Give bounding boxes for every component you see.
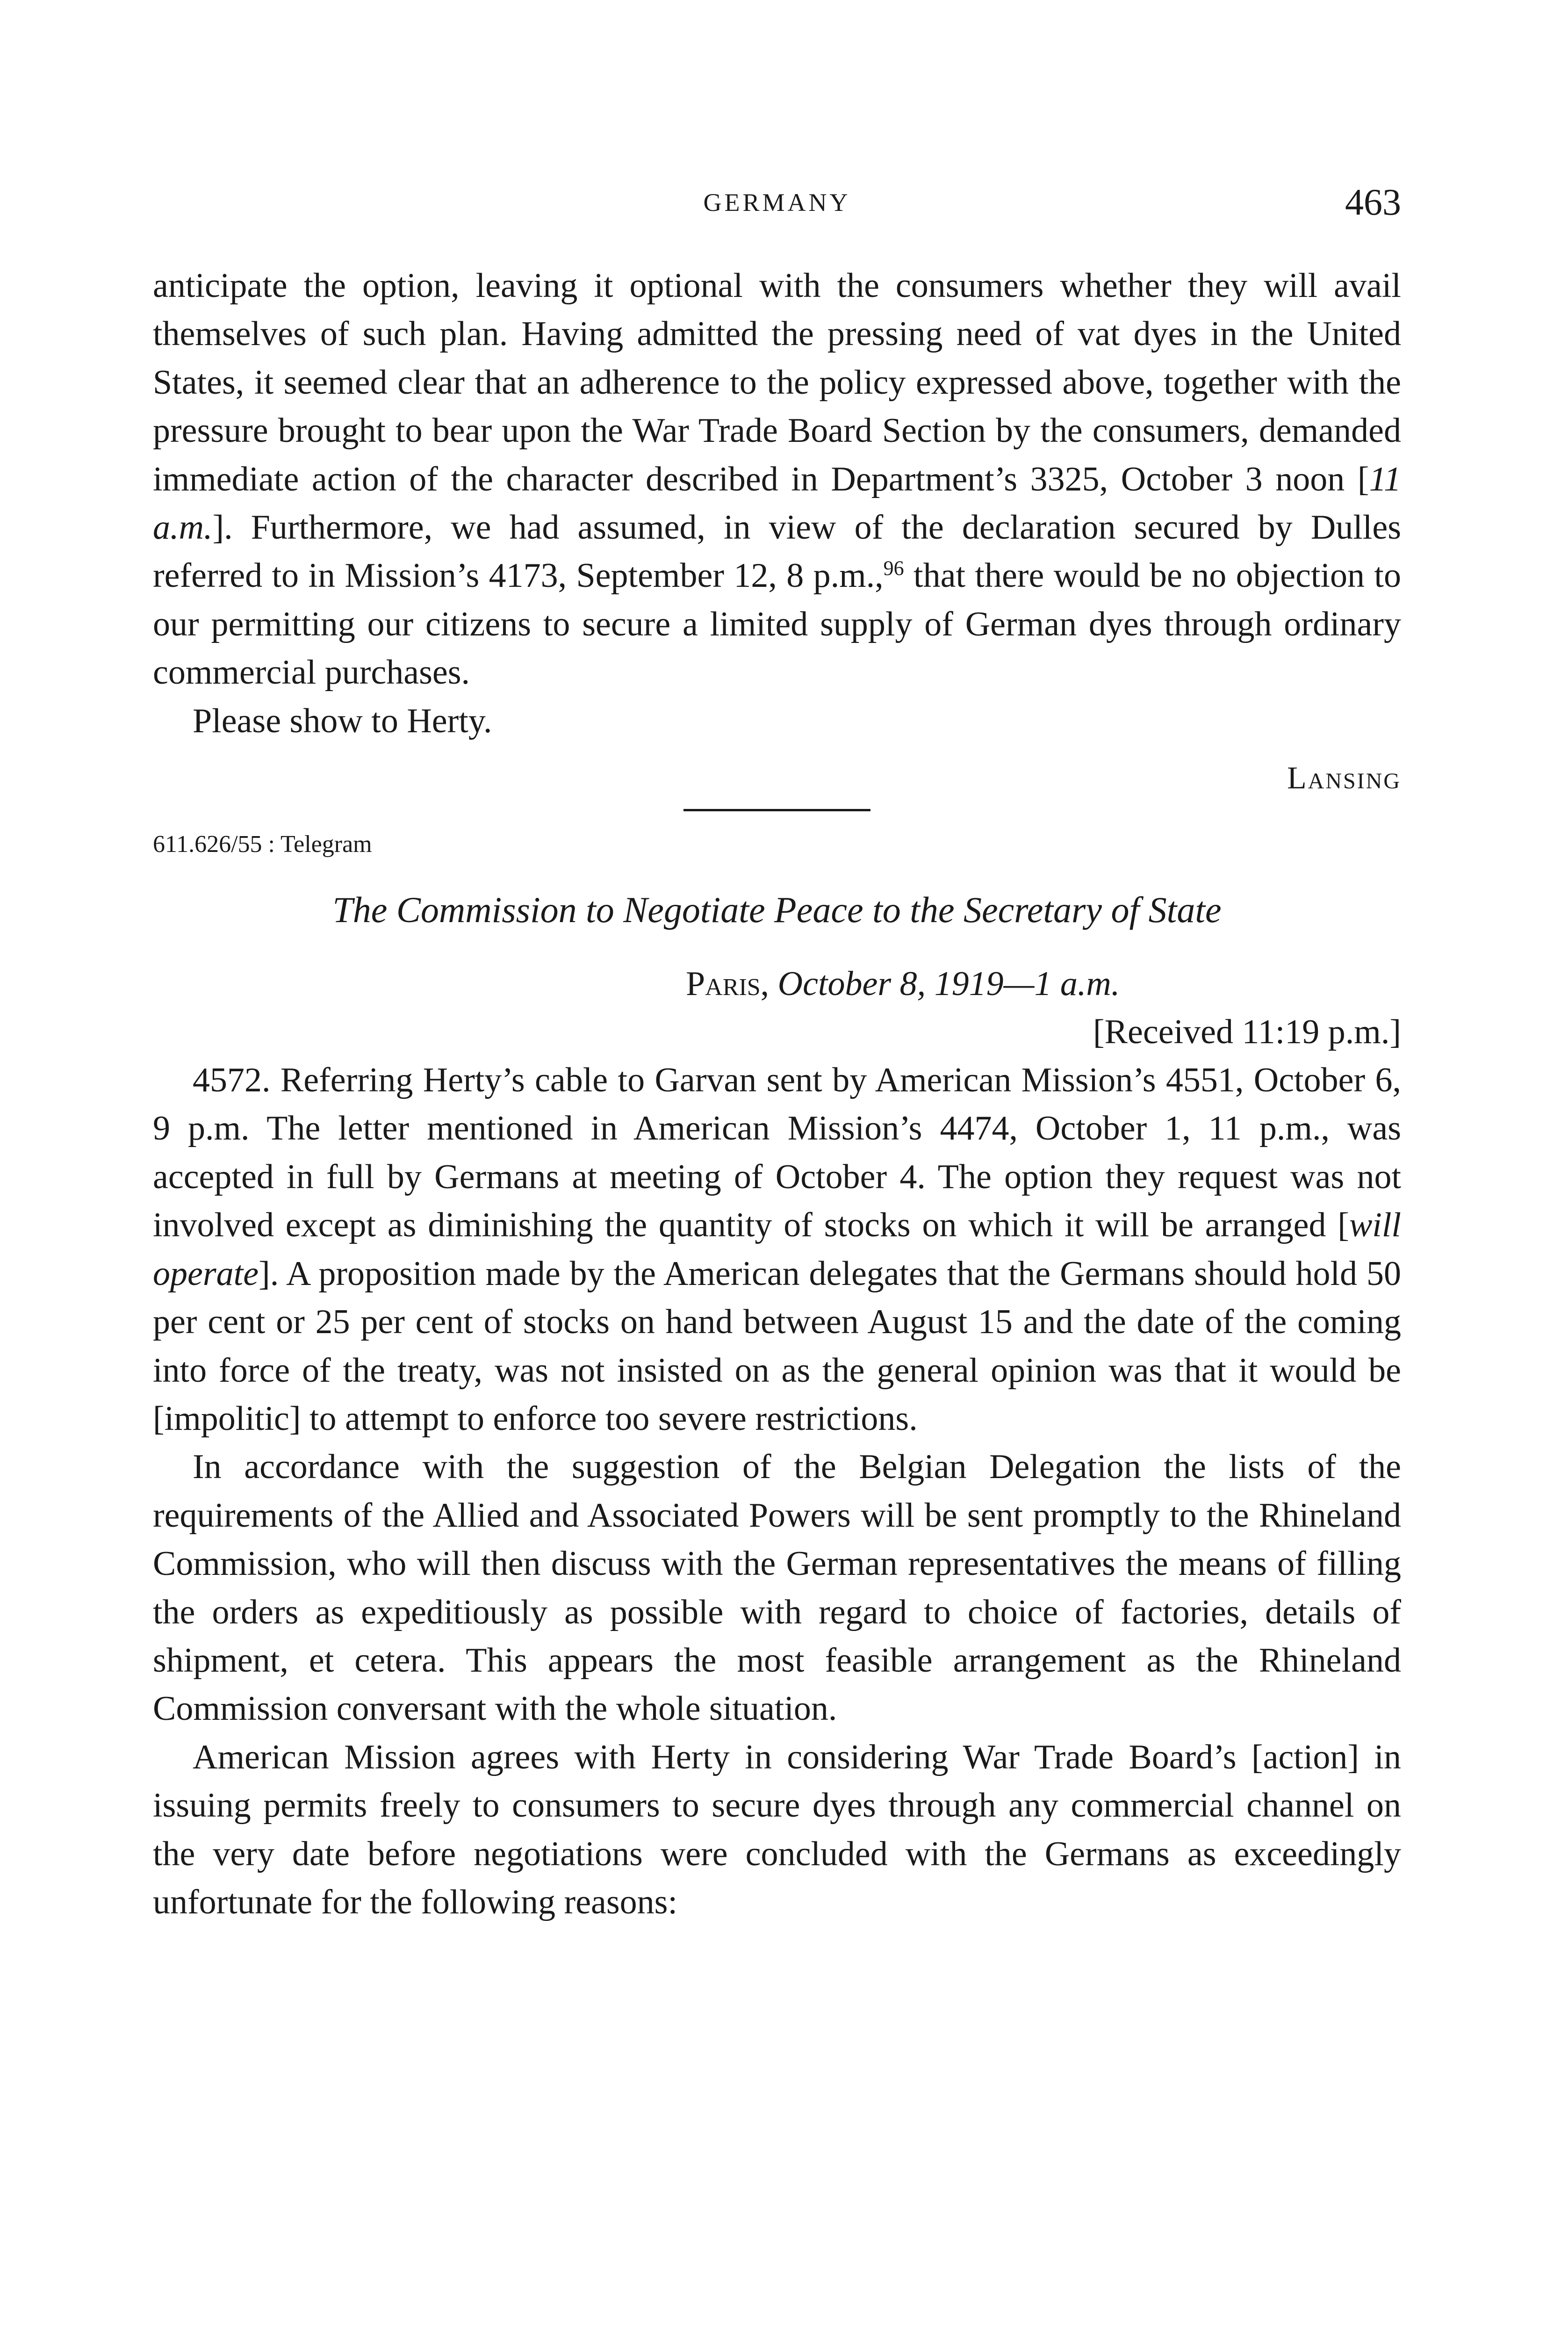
running-title: GERMANY [703, 188, 851, 216]
paragraph [153, 1056, 1401, 1443]
editorial-italic: will operate [153, 1206, 1401, 1293]
paragraph: Please show to Herty. [193, 701, 492, 740]
document-heading: The Commission to Negotiate Peace to the Secretary of State [332, 889, 1222, 931]
document-page [153, 0, 1401, 2338]
body-text [153, 262, 1401, 1927]
paragraph-continuation [153, 262, 1401, 697]
text-run: 4572. Referring Herty’s cable to Garvan sent by American Mission’s 4551, October 6, 9 p.m. The letter mentioned in American Mission’s 4474, October 1, 11 p.m., was accepted in full by Germans at meeting of October 4. The option they request was not involved except as diminishing the quantity of stocks on which it will be arranged [ [153, 1061, 1401, 1245]
signature: Lansing [1287, 760, 1401, 796]
dateline-date: October 8, 1919—1 a.m. [777, 965, 1120, 1003]
text-run: ]. A proposition made by the American delegates that the Germans should hold 50 per cent or 25 per cent of stocks on hand between August 15 and the date of the coming into force of the treaty, was not insisted on as the general opinion was that it would be [impolitic] to attempt to enforce too severe restrictions. [153, 1254, 1401, 1438]
dateline [153, 960, 1401, 1008]
paragraph: In accordance with the suggestion of the Belgian Delegation the lists of the requirements of the Allied and Associated Powers will be sent promptly to the Rhineland Commission, who will then discuss with the German representatives the means of filling the orders as expeditiously as possible with regard to choice of factories, details of shipment, et cetera. This appears the most feasible arrangement as the Rhineland Commission conversant with the whole situation. [153, 1448, 1401, 1728]
dateline-place: Paris, [686, 965, 770, 1003]
text-run: ]. Furthermore, we had assumed, in view of the declaration secured by Dulles referred to in Mission’s 4173, September 12, 8 p.m., [153, 508, 1401, 595]
page-number: 463 [1345, 182, 1401, 223]
section-divider [683, 809, 870, 811]
text-run: anticipate the option, leaving it optional with the consumers whether they will avail themselves of such plan. Having admitted the pressing need of vat dyes in the United States, it seemed clear that an adherence to the policy expressed above, together with the pressure brought to bear upon the War Trade Board Section by the consumers, demanded immediate action of the character described in Department’s 3325, October 3 noon [ [153, 267, 1401, 498]
file-reference: 611.626/55 : Telegram [153, 831, 372, 858]
paragraph: American Mission agrees with Herty in considering War Trade Board’s [action] in issuing permits freely to consumers to secure dyes through any commercial channel on the very date before negotiations were concluded with the Germans as exceedingly unfortunate for the following reasons: [153, 1738, 1401, 1921]
running-head [153, 181, 1401, 233]
editorial-italic: 11 a.m. [153, 460, 1401, 547]
received-note: [Received 11:19 p.m.] [1093, 1013, 1401, 1052]
text-run: that there would be no objection to our permitting our citizens to secure a limited supply of German dyes through ordinary commercial purchases. [153, 556, 1401, 692]
footnote-reference: 96 [883, 556, 904, 580]
